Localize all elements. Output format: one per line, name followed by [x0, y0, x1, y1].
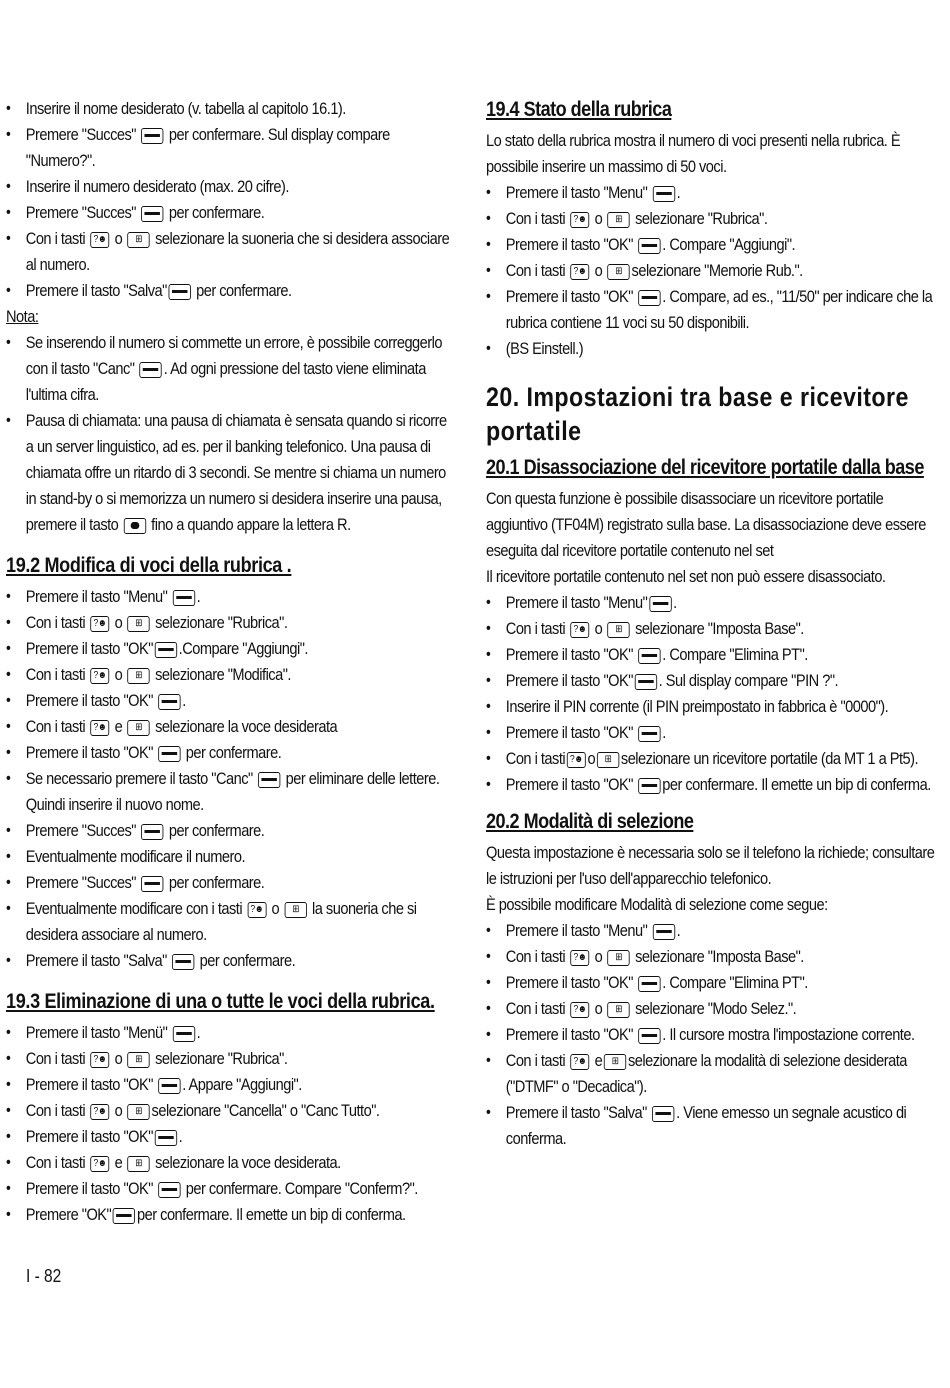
- section-19-4-title: 19.4 Stato della rubrica: [486, 98, 672, 121]
- list-item: • Inserire il PIN corrente (il PIN preimpostato in fabbrica è "0000").: [486, 694, 941, 720]
- softkey-icon: [158, 1182, 180, 1198]
- softkey-icon: [158, 746, 180, 762]
- phonebook-key-icon: ⊞: [127, 232, 149, 248]
- phonebook-key-icon: ⊞: [607, 622, 629, 638]
- softkey-icon: [638, 778, 660, 794]
- section-20-2-intro: Questa impostazione è necessaria solo se il telefono la richiede; consultare le istruzioni per l'uso dell'apparecchio telefonico.: [486, 843, 935, 888]
- section-19-4-intro: Lo stato della rubrica mostra il numero di voci presenti nella rubrica. È possibile inserire un massimo di 50 voci.: [486, 131, 901, 176]
- phonebook-key-icon: ⊞: [607, 1002, 629, 1018]
- softkey-icon: [158, 694, 180, 710]
- softkey-icon: [638, 976, 660, 992]
- phonebook-key-icon: ⊞: [597, 752, 619, 768]
- list-item: • Con i tasti ?☻ o ⊞ selezionare "Rubrica".: [6, 610, 455, 636]
- list-item: • Premere il tasto "OK" per confermare. Compare "Conferm?".: [6, 1176, 455, 1202]
- contacts-key-icon: ?☻: [90, 1156, 109, 1172]
- softkey-icon: [141, 128, 163, 144]
- pause-key-icon: [124, 518, 146, 534]
- contacts-key-icon: ?☻: [570, 264, 589, 280]
- list-item: • Premere "Succes" per confermare.: [6, 870, 455, 896]
- list-item: • Con i tasti ?☻ o ⊞ selezionare "Memorie Rub.".: [486, 258, 941, 284]
- phonebook-key-icon: ⊞: [127, 668, 149, 684]
- list-item: • Premere il tasto "OK" . Compare "Aggiungi".: [486, 232, 941, 258]
- section-20-2-intro-2: È possibile modificare Modalità di selezione come segue:: [486, 895, 828, 914]
- softkey-icon: [638, 290, 660, 306]
- section-20-1-list: [486, 590, 941, 798]
- section-19-2-title: 19.2 Modifica di voci della rubrica .: [6, 554, 292, 577]
- softkey-icon: [141, 824, 163, 840]
- list-item: • Eventualmente modificare il numero.: [6, 844, 455, 870]
- list-item: • Premere il tasto "OK" . Il cursore mostra l'impostazione corrente.: [486, 1022, 941, 1048]
- contacts-key-icon: ?☻: [570, 1054, 589, 1070]
- list-item: • Premere il tasto "Salva" per confermare.: [6, 948, 455, 974]
- softkey-icon: [141, 206, 163, 222]
- list-item: • Premere il tasto "OK" .: [6, 688, 455, 714]
- list-item: • Premere il tasto "OK" . Compare "Elimina PT".: [486, 970, 941, 996]
- list-item: • Se inserendo il numero si commette un errore, è possibile correggerlo con il tasto "Canc" . Ad ogni pressione del tasto viene eliminata l'ultima cifra.: [6, 330, 455, 408]
- phonebook-key-icon: ⊞: [284, 902, 306, 918]
- contacts-key-icon: ?☻: [570, 622, 589, 638]
- list-item: • Con i tasti ?☻ e ⊞ selezionare la voce desiderata.: [6, 1150, 455, 1176]
- phonebook-key-icon: ⊞: [127, 616, 149, 632]
- list-item: • Premere il tasto "Menu" .: [486, 180, 941, 206]
- list-item: • Premere "OK" per confermare. Il emette un bip di conferma.: [6, 1202, 455, 1228]
- softkey-icon: [638, 726, 660, 742]
- nota-list: [6, 330, 455, 538]
- left-column: [6, 96, 456, 1228]
- contacts-key-icon: ?☻: [90, 232, 109, 248]
- contacts-key-icon: ?☻: [90, 668, 109, 684]
- list-item: • Con i tasti ?☻ o ⊞ selezionare la suoneria che si desidera associare al numero.: [6, 226, 455, 278]
- section-19-2-list: [6, 584, 455, 974]
- nota-label: Nota:: [6, 307, 39, 326]
- right-column: [486, 96, 942, 1152]
- phonebook-key-icon: ⊞: [127, 1156, 149, 1172]
- softkey-icon: [140, 362, 162, 378]
- list-item: • Premere "Succes" per confermare. Sul display compare "Numero?".: [6, 122, 455, 174]
- section-20-2-title: 20.2 Modalità di selezione: [486, 810, 694, 833]
- list-item: • Premere il tasto "OK" . Appare "Aggiungi".: [6, 1072, 455, 1098]
- section-20-2-list: [486, 918, 941, 1152]
- phonebook-key-icon: ⊞: [607, 212, 629, 228]
- phonebook-key-icon: ⊞: [127, 720, 149, 736]
- contacts-key-icon: ?☻: [90, 616, 109, 632]
- list-item: • Premere il tasto "OK" per confermare. Il emette un bip di conferma.: [486, 772, 941, 798]
- softkey-icon: [155, 642, 177, 658]
- list-item: • (BS Einstell.): [486, 336, 941, 362]
- softkey-icon: [653, 186, 675, 202]
- list-item: • Con i tasti ?☻ o ⊞ selezionare "Rubrica".: [486, 206, 941, 232]
- section-20-1-title: 20.1 Disassociazione del ricevitore portatile dalla base: [486, 456, 924, 479]
- chapter-20-title: 20. Impostazioni tra base e ricevitore portatile: [486, 382, 909, 446]
- phonebook-key-icon: ⊞: [607, 264, 629, 280]
- list-item: • Premere il tasto "Menu" .: [6, 584, 455, 610]
- list-item: • Inserire il numero desiderato (max. 20 cifre).: [6, 174, 455, 200]
- softkey-icon: [653, 924, 675, 940]
- list-item: • Premere il tasto "OK" .Compare "Aggiungi".: [6, 636, 455, 662]
- list-item: • Con i tasti ?☻ o ⊞ selezionare "Imposta Base".: [486, 944, 941, 970]
- softkey-icon: [635, 674, 657, 690]
- list-item: • Con i tasti ?☻ o ⊞ selezionare "Cancella" o "Canc Tutto".: [6, 1098, 455, 1124]
- softkey-icon: [638, 1028, 660, 1044]
- list-item: • Premere il tasto "OK" . Compare "Elimina PT".: [486, 642, 941, 668]
- contacts-key-icon: ?☻: [570, 212, 589, 228]
- contacts-key-icon: ?☻: [90, 1104, 109, 1120]
- softkey-icon: [172, 954, 194, 970]
- list-item: • Con i tasti ?☻ o ⊞ selezionare "Imposta Base".: [486, 616, 941, 642]
- list-item: • Premere "Succes" per confermare.: [6, 818, 455, 844]
- softkey-icon: [141, 876, 163, 892]
- phonebook-key-icon: ⊞: [607, 950, 629, 966]
- contacts-key-icon: ?☻: [567, 752, 586, 768]
- list-item: • Premere il tasto "Menu" .: [486, 918, 941, 944]
- list-item: • Inserire il nome desiderato (v. tabella al capitolo 16.1).: [6, 96, 455, 122]
- softkey-icon: [638, 648, 660, 664]
- softkey-icon: [173, 590, 195, 606]
- contacts-key-icon: ?☻: [247, 902, 266, 918]
- list-item: • Premere il tasto "OK" .: [6, 1124, 455, 1150]
- softkey-icon: [652, 1106, 674, 1122]
- softkey-icon: [258, 772, 280, 788]
- softkey-icon: [173, 1026, 195, 1042]
- list-item: • Premere il tasto "OK" .: [486, 720, 941, 746]
- section-20-1-intro: Con questa funzione è possibile disassociare un ricevitore portatile aggiuntivo (TF04M) registrato sulla base. La disassociazione deve essere eseguita dal ricevitore portatile contenuto nel set: [486, 489, 926, 560]
- section-19-4-list: [486, 180, 941, 362]
- softkey-icon: [638, 238, 660, 254]
- contacts-key-icon: ?☻: [90, 1052, 109, 1068]
- phonebook-key-icon: ⊞: [604, 1054, 626, 1070]
- list-item: • Con i tasti ?☻ e ⊞ selezionare la modalità di selezione desiderata ("DTMF" o "Decadica").: [486, 1048, 941, 1100]
- list-item: • Premere il tasto "Menu" .: [486, 590, 941, 616]
- list-item: • Con i tasti ?☻ o ⊞ selezionare "Modifica".: [6, 662, 455, 688]
- list-item: • Con i tasti ?☻ o ⊞ selezionare "Rubrica".: [6, 1046, 455, 1072]
- contacts-key-icon: ?☻: [570, 950, 589, 966]
- softkey-icon: [649, 596, 671, 612]
- section-19-3-title: 19.3 Eliminazione di una o tutte le voci della rubrica.: [6, 990, 435, 1013]
- softkey-icon: [155, 1130, 177, 1146]
- list-item: • Pausa di chiamata: una pausa di chiamata è sensata quando si ricorre a un server linguistico, ad es. per il banking telefonico. Una pausa di chiamata offre un ritardo di 3 secondi. Se mentre si chiama un numero in stand-by o si memorizza un numero si desidera inserire una pausa, premere il tasto fino a quando appare la lettera R.: [6, 408, 455, 538]
- softkey-icon: [169, 284, 191, 300]
- list-item: • Eventualmente modificare con i tasti ?☻ o ⊞ la suoneria che si desidera associare al numero.: [6, 896, 455, 948]
- phonebook-key-icon: ⊞: [127, 1104, 149, 1120]
- intro-list: [6, 96, 455, 304]
- contacts-key-icon: ?☻: [570, 1002, 589, 1018]
- list-item: • Premere il tasto "OK" . Sul display compare "PIN ?".: [486, 668, 941, 694]
- list-item: • Se necessario premere il tasto "Canc" per eliminare delle lettere. Quindi inserire il nuovo nome.: [6, 766, 455, 818]
- list-item: • Premere il tasto "Salva" per confermare.: [6, 278, 455, 304]
- softkey-icon: [158, 1078, 180, 1094]
- list-item: • Con i tasti ?☻ e ⊞ selezionare la voce desiderata: [6, 714, 455, 740]
- section-20-1-note: Il ricevitore portatile contenuto nel set non può essere disassociato.: [486, 567, 886, 586]
- section-19-3-list: [6, 1020, 455, 1228]
- list-item: • Premere il tasto "OK" . Compare, ad es., "11/50" per indicare che la rubrica contiene 11 voci su 50 disponibili.: [486, 284, 941, 336]
- contacts-key-icon: ?☻: [90, 720, 109, 736]
- softkey-icon: [113, 1208, 135, 1224]
- list-item: • Con i tasti ?☻ o ⊞ selezionare un ricevitore portatile (da MT 1 a Pt5).: [486, 746, 941, 772]
- phonebook-key-icon: ⊞: [127, 1052, 149, 1068]
- list-item: • Premere "Succes" per confermare.: [6, 200, 455, 226]
- list-item: • Con i tasti ?☻ o ⊞ selezionare "Modo Selez.".: [486, 996, 941, 1022]
- page-number: I - 82: [26, 1266, 62, 1286]
- list-item: • Premere il tasto "Salva" . Viene emesso un segnale acustico di conferma.: [486, 1100, 941, 1152]
- list-item: • Premere il tasto "OK" per confermare.: [6, 740, 455, 766]
- list-item: • Premere il tasto "Menü" .: [6, 1020, 455, 1046]
